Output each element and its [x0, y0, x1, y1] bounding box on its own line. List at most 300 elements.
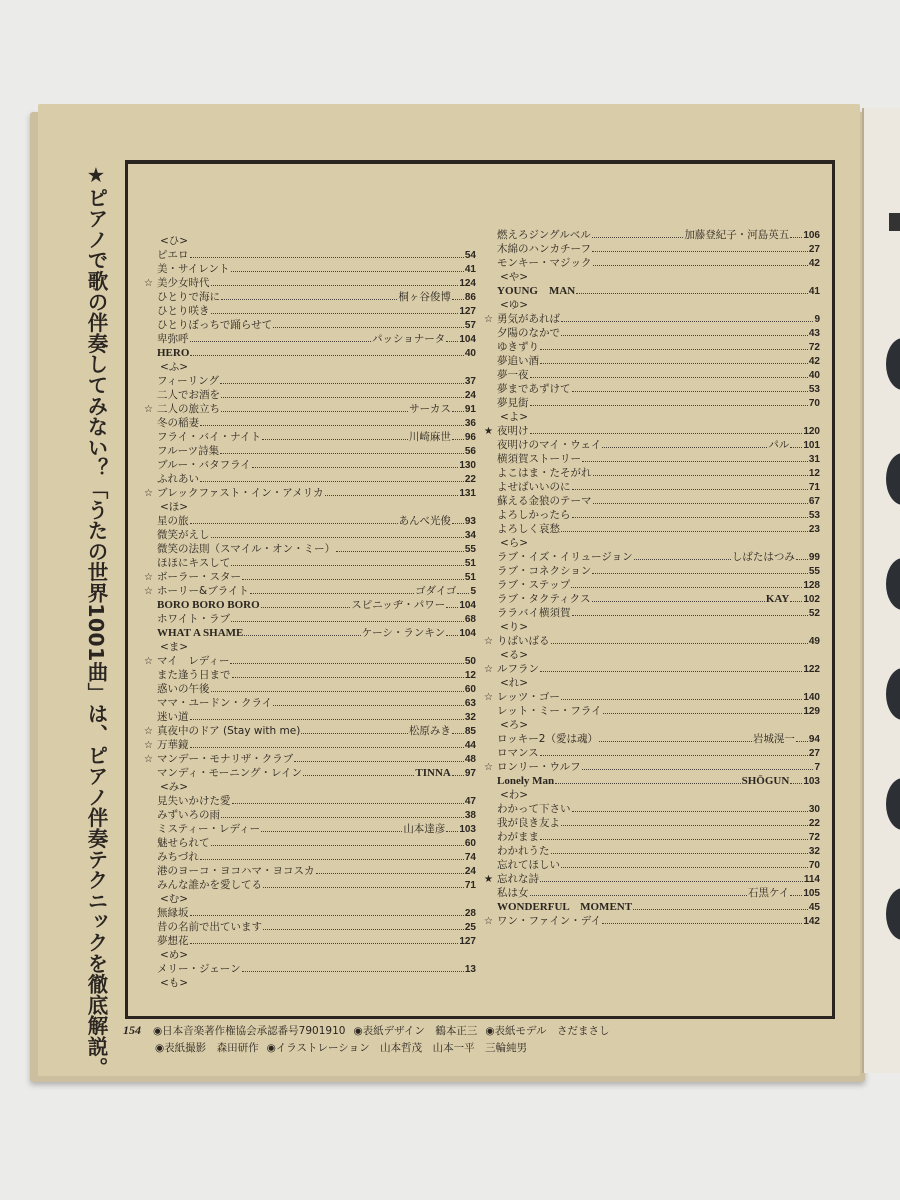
- song-title: ホワイト・ラブ: [157, 613, 231, 625]
- song-title: ロマンス: [497, 747, 539, 759]
- song-title: ピエロ: [157, 249, 189, 261]
- index-entry: [484, 340, 820, 354]
- section-label: <る>: [500, 649, 529, 661]
- page-number: 38: [464, 810, 476, 821]
- page-number: 48: [464, 754, 476, 765]
- section-label: <ひ>: [160, 235, 189, 247]
- song-title: 蘇える金狼のテーマ: [497, 495, 592, 507]
- song-title: フィーリング: [157, 375, 219, 387]
- filled-star-icon: ★: [484, 426, 493, 437]
- song-title: 星の旅: [157, 515, 189, 527]
- page-number: 154: [123, 1023, 141, 1037]
- section-label: <わ>: [500, 789, 529, 801]
- dot-leader: [551, 853, 808, 854]
- filled-star-icon: ★: [484, 874, 493, 885]
- artist-name: 加藤登紀子・河島英五: [684, 229, 790, 241]
- page-number: 52: [808, 608, 820, 619]
- dot-leader: [582, 769, 814, 770]
- page-number: 129: [803, 706, 820, 717]
- index-entry: [484, 228, 820, 242]
- section-label: <ま>: [160, 641, 189, 653]
- dot-leader: [221, 299, 397, 300]
- index-entry: [484, 634, 820, 648]
- index-entry: [144, 556, 476, 570]
- song-title: 夢追い酒: [497, 355, 539, 367]
- artist-name: 松原みき: [408, 725, 451, 737]
- song-title: フルーツ詩集: [157, 445, 220, 457]
- page-number: 40: [464, 348, 476, 359]
- index-entry: [484, 606, 820, 620]
- song-title: レット・ミー・フライ: [497, 705, 602, 717]
- index-entry: [144, 430, 476, 444]
- dot-leader: [301, 733, 408, 734]
- song-title: 魅せられて: [157, 837, 210, 849]
- index-entry: [484, 760, 820, 774]
- page-number: 131: [459, 488, 476, 499]
- dot-leader: [572, 489, 808, 490]
- dot-leader: [790, 237, 802, 238]
- dot-leader: [220, 453, 464, 454]
- index-entry: [144, 668, 476, 682]
- index-entry: [484, 564, 820, 578]
- index-entry: [144, 626, 476, 640]
- dot-leader: [634, 559, 731, 560]
- dot-leader: [593, 475, 808, 476]
- index-entry: [484, 284, 820, 298]
- dot-leader: [633, 909, 808, 910]
- song-title: BORO BORO BORO: [157, 599, 260, 611]
- page-number: 130: [459, 460, 476, 471]
- index-entry: [484, 508, 820, 522]
- artist-name: KAY: [765, 593, 790, 605]
- artist-name: あんべ光俊: [398, 515, 451, 527]
- dot-leader: [446, 341, 458, 342]
- page-number: 43: [808, 328, 820, 339]
- index-entry: [484, 522, 820, 536]
- page-number: 70: [808, 860, 820, 871]
- page-number: 55: [464, 544, 476, 555]
- index-entry: [144, 402, 476, 416]
- song-title: レッツ・ゴー: [497, 691, 560, 703]
- song-title: 私は女: [497, 887, 529, 899]
- song-title: 夢見街: [497, 397, 529, 409]
- dot-leader: [221, 397, 464, 398]
- song-title: 卑弥呼: [157, 333, 189, 345]
- dot-leader: [452, 439, 464, 440]
- song-title: マンデー・モナリザ・クラブ: [157, 753, 294, 765]
- page-number: 55: [808, 566, 820, 577]
- index-entry: [144, 878, 476, 892]
- index-entry: [484, 466, 820, 480]
- photo-thumbnail: [886, 668, 900, 720]
- page-number: 34: [464, 530, 476, 541]
- song-title: ほほにキスして: [157, 557, 231, 569]
- dot-leader: [262, 439, 408, 440]
- dot-leader: [530, 433, 803, 434]
- dot-leader: [592, 573, 808, 574]
- song-title: わがまま: [497, 831, 539, 843]
- index-entry: [484, 802, 820, 816]
- song-title: マンディ・モーニング・レイン: [157, 767, 303, 779]
- dot-leader: [200, 481, 464, 482]
- credits-line-1: [123, 1022, 618, 1040]
- index-entry: [484, 326, 820, 340]
- artist-name: スピニッヂ・パワー: [351, 599, 446, 611]
- dot-leader: [211, 845, 464, 846]
- section-label: <よ>: [500, 411, 529, 423]
- artist-name: サーカス: [409, 403, 451, 415]
- section-header: [144, 892, 476, 906]
- song-title: 万華鏡: [157, 739, 189, 751]
- index-entry: [144, 962, 476, 976]
- page-number: 31: [808, 454, 820, 465]
- credit: ◉表紙デザイン 鶴本正三: [353, 1025, 478, 1037]
- page-number: 47: [464, 796, 476, 807]
- star-outline-icon: ☆: [144, 586, 153, 597]
- song-title: 忘れてほしい: [497, 859, 560, 871]
- dot-leader: [273, 327, 464, 328]
- song-title: ふれあい: [157, 473, 199, 485]
- dot-leader: [211, 313, 459, 314]
- page-number: 101: [803, 440, 820, 451]
- page-number: 12: [464, 670, 476, 681]
- section-label: <ほ>: [160, 501, 189, 513]
- page-number: 37: [464, 376, 476, 387]
- index-entry: [144, 262, 476, 276]
- section-header: [144, 640, 476, 654]
- credits-footer: [123, 1022, 618, 1057]
- dot-leader: [232, 803, 464, 804]
- page-number: 51: [464, 572, 476, 583]
- credits-line-2: [123, 1040, 618, 1057]
- dot-leader: [231, 621, 464, 622]
- index-entry: [144, 584, 476, 598]
- dot-leader: [561, 825, 808, 826]
- index-entry: [144, 682, 476, 696]
- song-title: わかって下さい: [497, 803, 571, 815]
- dot-leader: [540, 349, 808, 350]
- credit: ◉イラストレーション 山本哲茂 山本一平 三輪純男: [266, 1042, 528, 1054]
- section-header: [144, 234, 476, 248]
- page-number: 91: [464, 404, 476, 415]
- dot-leader: [790, 447, 802, 448]
- heading-fragment: [889, 213, 900, 231]
- artist-name: パッショナータ: [372, 333, 446, 345]
- dot-leader: [250, 593, 414, 594]
- page-number: 22: [808, 818, 820, 829]
- song-title: 夢想花: [157, 935, 189, 947]
- page-number: 57: [464, 320, 476, 331]
- next-page-edge: [862, 108, 900, 1073]
- song-title: 夜明けのマイ・ウェイ: [497, 439, 602, 451]
- dot-leader: [452, 523, 464, 524]
- dot-leader: [540, 363, 808, 364]
- dot-leader: [561, 321, 813, 322]
- index-entry: [144, 696, 476, 710]
- song-title: 微笑がえし: [157, 529, 210, 541]
- dot-leader: [592, 251, 808, 252]
- song-title: みちづれ: [157, 851, 199, 863]
- index-entry: [144, 542, 476, 556]
- page-number: 13: [464, 964, 476, 975]
- dot-leader: [190, 523, 398, 524]
- song-title: また逢う日まで: [157, 669, 231, 681]
- page-number: 27: [808, 748, 820, 759]
- song-title: 夜明け: [497, 425, 529, 437]
- dot-leader: [602, 923, 802, 924]
- song-title: 木綿のハンカチーフ: [497, 243, 591, 255]
- index-entry: [144, 864, 476, 878]
- star-outline-icon: ☆: [484, 692, 493, 703]
- dot-leader: [211, 691, 464, 692]
- page-number: 30: [808, 804, 820, 815]
- song-title: モンキー・マジック: [497, 257, 592, 269]
- song-title: ロンリー・ウルフ: [497, 761, 581, 773]
- section-label: <や>: [500, 271, 529, 283]
- dot-leader: [572, 811, 808, 812]
- star-outline-icon: ☆: [144, 572, 153, 583]
- dot-leader: [221, 817, 464, 818]
- section-header: [484, 788, 820, 802]
- section-header: [484, 718, 820, 732]
- page-number: 42: [808, 356, 820, 367]
- song-title: よせばいいのに: [497, 481, 571, 493]
- song-title: フライ・バイ・ナイト: [157, 431, 261, 443]
- page-number: 60: [464, 684, 476, 695]
- dot-leader: [190, 257, 464, 258]
- dot-leader: [263, 929, 464, 930]
- index-entry: [144, 612, 476, 626]
- dot-leader: [190, 341, 372, 342]
- page-number: 5: [470, 586, 476, 597]
- song-title: ホーリー&ブライト: [157, 585, 249, 597]
- page-number: 50: [464, 656, 476, 667]
- dot-leader: [551, 643, 808, 644]
- page-number: 54: [464, 250, 476, 261]
- page-number: 67: [808, 496, 820, 507]
- dot-leader: [572, 615, 808, 616]
- song-title: 迷い道: [157, 711, 189, 723]
- index-entry: [144, 276, 476, 290]
- song-title: ブルー・バタフライ: [157, 459, 251, 471]
- page-number: 142: [803, 916, 820, 927]
- section-header: [144, 976, 476, 990]
- dot-leader: [540, 755, 808, 756]
- artist-name: 桐ヶ谷俊博: [398, 291, 451, 303]
- song-title: ママ・ユードン・クライ: [157, 697, 273, 709]
- index-entry: [484, 242, 820, 256]
- page-number: 71: [464, 880, 476, 891]
- song-title: 夢一夜: [497, 369, 529, 381]
- index-entry: [144, 444, 476, 458]
- song-title: ひとりぼっちで踊らせて: [157, 319, 273, 331]
- song-title: りばいばる: [497, 635, 550, 647]
- dot-leader: [576, 293, 808, 294]
- section-header: [484, 298, 820, 312]
- dot-leader: [540, 881, 803, 882]
- song-title: マイ レディー: [157, 655, 230, 667]
- index-entry: [484, 872, 820, 886]
- section-header: [484, 410, 820, 424]
- index-entry: [484, 746, 820, 760]
- dot-leader: [446, 831, 458, 832]
- page-number: 9: [814, 314, 820, 325]
- page-number: 106: [803, 230, 820, 241]
- page-number: 22: [464, 474, 476, 485]
- photo-thumbnail: [886, 338, 900, 390]
- song-title: ワン・ファイン・デイ: [497, 915, 602, 927]
- song-title: ブレックファスト・イン・アメリカ: [157, 487, 324, 499]
- section-label: <れ>: [500, 677, 529, 689]
- dot-leader: [790, 601, 802, 602]
- page-number: 60: [464, 838, 476, 849]
- dot-leader: [446, 635, 458, 636]
- dot-leader: [200, 859, 464, 860]
- song-title: ゆきずり: [497, 341, 539, 353]
- page-number: 103: [459, 824, 476, 835]
- index-entry: [144, 528, 476, 542]
- section-label: <ろ>: [500, 719, 529, 731]
- dot-leader: [261, 831, 402, 832]
- section-label: <み>: [160, 781, 189, 793]
- page-number: 23: [808, 524, 820, 535]
- song-title: ラブ・タクティクス: [497, 593, 591, 605]
- section-header: [484, 648, 820, 662]
- artist-name: SHŌGUN: [741, 775, 790, 787]
- dot-leader: [452, 775, 464, 776]
- page-number: 63: [464, 698, 476, 709]
- page-number: 122: [803, 664, 820, 675]
- dot-leader: [599, 741, 752, 742]
- dot-leader: [261, 607, 351, 608]
- index-entry: [144, 248, 476, 262]
- star-outline-icon: ☆: [144, 656, 153, 667]
- photo-thumbnail: [886, 778, 900, 830]
- page-number: 72: [808, 832, 820, 843]
- index-entry: [144, 724, 476, 738]
- page-number: 32: [464, 712, 476, 723]
- dot-leader: [582, 461, 808, 462]
- section-header: [144, 500, 476, 514]
- index-entry: [484, 900, 820, 914]
- index-entry: [144, 416, 476, 430]
- dot-leader: [336, 551, 464, 552]
- index-entry: [484, 368, 820, 382]
- dot-leader: [316, 873, 464, 874]
- photo-thumbnail: [886, 453, 900, 505]
- section-label: <ゆ>: [500, 299, 529, 311]
- dot-leader: [242, 579, 464, 580]
- dot-leader: [530, 405, 808, 406]
- dot-leader: [592, 237, 684, 238]
- index-entry: [144, 374, 476, 388]
- page-number: 25: [464, 922, 476, 933]
- index-entry: [144, 850, 476, 864]
- dot-leader: [273, 705, 464, 706]
- artist-name: ケーシ・ランキン: [361, 627, 446, 639]
- dot-leader: [190, 747, 464, 748]
- index-entry: [484, 704, 820, 718]
- song-title: 美少女時代: [157, 277, 210, 289]
- song-title: 二人でお酒を: [157, 389, 220, 401]
- index-entry: [144, 570, 476, 584]
- index-entry: [484, 886, 820, 900]
- section-label: <り>: [500, 621, 529, 633]
- dot-leader: [190, 915, 464, 916]
- dot-leader: [571, 587, 802, 588]
- dot-leader: [230, 663, 463, 664]
- section-header: [484, 270, 820, 284]
- song-title: わかれうた: [497, 845, 550, 857]
- song-title: 我が良き友よ: [497, 817, 560, 829]
- dot-leader: [561, 867, 808, 868]
- photo-thumbnail: [886, 888, 900, 940]
- page-number: 53: [808, 384, 820, 395]
- credit: ◉表紙モデル さだまさし: [485, 1025, 610, 1037]
- star-outline-icon: ☆: [144, 726, 153, 737]
- dot-leader: [252, 467, 459, 468]
- index-entry: [144, 794, 476, 808]
- dot-leader: [593, 503, 808, 504]
- song-title: 港のヨーコ・ヨコハマ・ヨコスカ: [157, 865, 315, 877]
- dot-leader: [325, 495, 459, 496]
- page-number: 41: [464, 264, 476, 275]
- section-label: <ふ>: [160, 361, 189, 373]
- index-entry: [144, 598, 476, 612]
- index-entry: [484, 914, 820, 928]
- star-outline-icon: ☆: [484, 664, 493, 675]
- song-title: WONDERFUL MOMENT: [497, 901, 633, 913]
- star-outline-icon: ☆: [144, 278, 153, 289]
- dot-leader: [555, 783, 740, 784]
- index-entry: [484, 858, 820, 872]
- page-number: 93: [464, 516, 476, 527]
- song-title: よろしかったら: [497, 509, 571, 521]
- page-number: 103: [803, 776, 820, 787]
- song-title: 勇気があれば: [497, 313, 560, 325]
- credit: ◉日本音楽著作権協会承認番号7901910: [153, 1025, 346, 1037]
- index-entry: [484, 592, 820, 606]
- section-label: <め>: [160, 949, 189, 961]
- credit: ◉表紙撮影 森田研作: [155, 1042, 259, 1054]
- section-label: <ら>: [500, 537, 529, 549]
- song-title: ひとり咲き: [157, 305, 210, 317]
- page-number: 72: [808, 342, 820, 353]
- dot-leader: [457, 593, 469, 594]
- song-title: よろしく哀愁: [497, 523, 560, 535]
- song-title: ミスティー・レディー: [157, 823, 261, 835]
- dot-leader: [220, 383, 464, 384]
- page-number: 51: [464, 558, 476, 569]
- index-entry: [484, 396, 820, 410]
- dot-leader: [211, 537, 464, 538]
- dot-leader: [294, 761, 464, 762]
- page-number: 127: [459, 936, 476, 947]
- index-entry: [144, 514, 476, 528]
- dot-leader: [603, 713, 803, 714]
- index-entry: [144, 766, 476, 780]
- index-entry: [144, 458, 476, 472]
- index-entry: [144, 304, 476, 318]
- page-number: 124: [459, 278, 476, 289]
- index-entry: [144, 486, 476, 500]
- section-header: [144, 948, 476, 962]
- dot-leader: [452, 411, 464, 412]
- song-title: 惑いの午後: [157, 683, 210, 695]
- song-title: 冬の稲妻: [157, 417, 199, 429]
- artist-name: TINNA: [415, 767, 451, 779]
- side-caption: ★ピアノで歌の伴奏してみない？「うたの世界1001曲」は、ピアノ伴奏テクニックを徹底解説。: [84, 163, 108, 1078]
